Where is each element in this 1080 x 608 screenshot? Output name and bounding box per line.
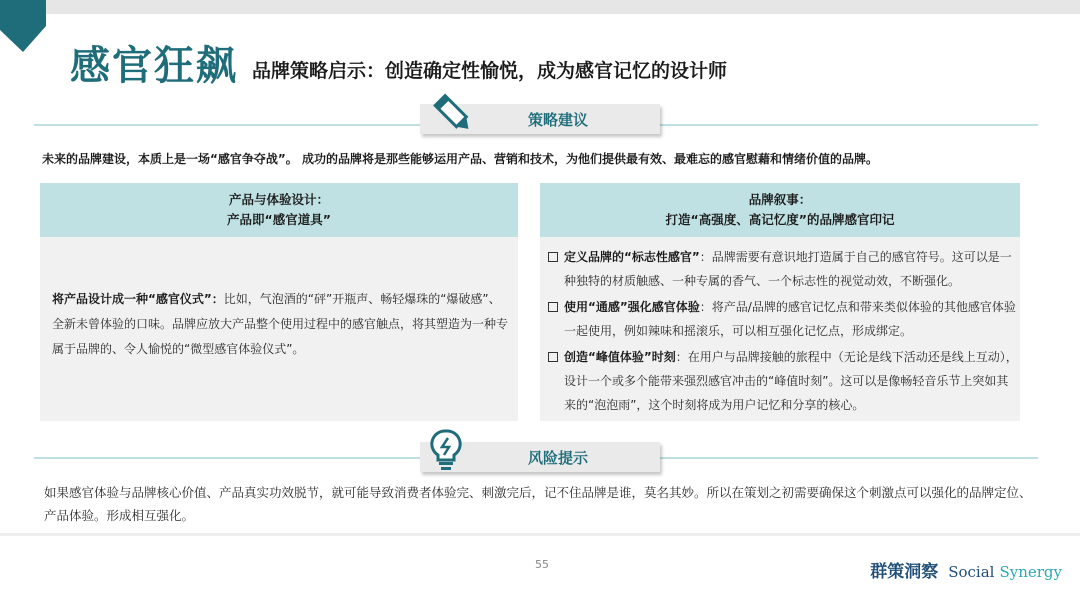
intro-part-2: 。 成功的品牌将是那些能够运用产品、营销和技术，为他们提供最有效、最难忘的感官慰藉和情绪价值的品牌。 [285, 152, 878, 166]
risk-paragraph: 如果感官体验与品牌核心价值、产品真实功效脱节，就可能导致消费者体验完、刺激完后，记不住品牌是谁，莫名其妙。所以在策划之初需要确保这个刺激点可以强化的品牌定位、产品体验。形成相互强化。 [44, 485, 1032, 523]
brand-narrative-panel-header [540, 183, 1020, 237]
corner-decoration [0, 0, 50, 52]
bullet-text: ：在用户与品牌接触的旅程中（无论是线下活动还是线上互动），设计一个或多个能带来强烈感官冲击的“峰值时刻”。这可以是像畅轻音乐节上突如其来的“泡泡雨”，这个时刻将成为用户记忆和分享的核心。 [564, 350, 1018, 412]
bullet-emphasis: 定义品牌的“标志性感官” [564, 250, 700, 264]
brand-narrative-panel [540, 183, 1020, 421]
footer-divider [0, 533, 1080, 536]
product-design-panel-header [40, 183, 518, 237]
brand-name-en-1: Social [948, 563, 995, 581]
checkbox-square-icon [548, 252, 558, 262]
risk-section-label: 风险提示 [527, 448, 588, 467]
intro-part-1: 未来的品牌建设，本质上是一场 [42, 152, 211, 166]
bullet-emphasis: 创造“峰值体验”时刻 [564, 350, 676, 364]
page-subtitle: 品牌策略启示：创造确定性愉悦，成为感官记忆的设计师 [252, 60, 728, 82]
lightbulb-icon [428, 428, 464, 472]
intro-quote: “感官争夺战” [210, 152, 286, 166]
checkbox-square-icon [548, 302, 558, 312]
checkbox-square-icon [548, 352, 558, 362]
bullet-emphasis: 使用“通感”强化感官体验 [564, 300, 700, 314]
top-bar [0, 0, 1080, 14]
pencil-icon [432, 92, 478, 136]
product-design-panel [40, 183, 518, 421]
bullet-text: ：将产品/品牌的感官记忆点和带来类似体验的其他感官体验一起使用，例如辣味和摇滚乐，可以相互强化记忆点，形成绑定。 [564, 300, 1016, 338]
bullet-text: ：品牌需要有意识地打造属于自己的感官符号。这可以是一种独特的材质触感、一种专属的香气、一个标志性的视觉动效，不断强化。 [564, 250, 1012, 288]
product-design-body [52, 287, 512, 362]
strategy-section-label: 策略建议 [527, 110, 588, 129]
brand-name-en-2: Synergy [999, 563, 1062, 581]
brand-narrative-list [548, 245, 1018, 419]
product-design-text: 比如，气泡酒的“砰”开瓶声、畅轻爆珠的“爆破感”、全新未曾体验的口味。品牌应放大产品整个使用过程中的感官触点，将其塑造为一种专属于品牌的、令人愉悦的“微型感官体验仪式”。 [52, 292, 509, 356]
intro-paragraph [42, 150, 1042, 167]
page-number: 55 [535, 558, 549, 571]
list-item [548, 295, 1018, 343]
brand-narrative-subheading: 打造“高强度、高记忆度”的品牌感官印记 [665, 212, 895, 227]
brand-name-cn: 群策洞察 [870, 562, 939, 582]
page-title: 感官狂飙 [70, 43, 238, 89]
product-design-heading: 产品与体验设计： [228, 192, 329, 207]
product-design-subheading: 产品即“感官道具” [227, 212, 331, 227]
brand-narrative-heading: 品牌叙事： [748, 192, 812, 207]
product-design-emphasis: 将产品设计成一种“感官仪式”： [52, 292, 224, 306]
brand-logo [870, 557, 1062, 582]
list-item [548, 345, 1018, 417]
list-item [548, 245, 1018, 293]
header [70, 42, 727, 90]
